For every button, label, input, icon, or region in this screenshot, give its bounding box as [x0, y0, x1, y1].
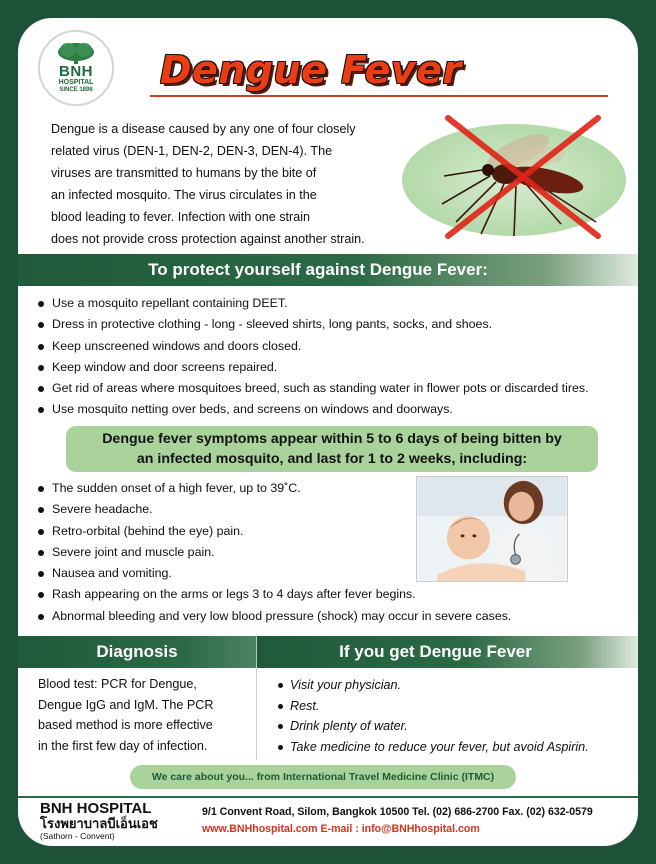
list-item: Severe joint and muscle pain.	[38, 542, 511, 563]
diagnosis-line: based method is more effective	[38, 718, 213, 733]
list-item: The sudden onset of a high fever, up to 39˚C.	[38, 478, 511, 499]
footer-thai-name: โรงพยาบาลบีเอ็นเอช	[40, 816, 158, 831]
intro-line: viruses are transmitted to humans by the bite of	[51, 166, 317, 180]
list-item: Drink plenty of water.	[278, 716, 589, 737]
care-banner: We care about you... from International Travel Medicine Clinic (ITMC)	[130, 765, 516, 789]
list-item: Take medicine to reduce your fever, but avoid Aspirin.	[278, 737, 589, 758]
list-item: Use a mosquito repellant containing DEET.	[38, 293, 589, 314]
if-you-get-list	[278, 675, 589, 757]
list-item: Rash appearing on the arms or legs 3 to 4 days after fever begins.	[38, 584, 511, 605]
list-item: Get rid of areas where mosquitoes breed, such as standing water in flower pots or discarded tires.	[38, 378, 589, 399]
diagnosis-line: Blood test: PCR for Dengue,	[38, 677, 197, 691]
footer-web-email[interactable]: www.BNHhospital.com E-mail : info@BNHhospital.com	[202, 823, 480, 835]
intro-paragraph	[51, 118, 411, 250]
logo-line1: HOSPITAL	[58, 79, 94, 86]
footer-address: 9/1 Convent Road, Silom, Bangkok 10500 Tel. (02) 686-2700 Fax. (02) 632-0579	[202, 806, 593, 818]
footer-divider	[18, 796, 638, 798]
diagnosis-line: Dengue IgG and IgM. The PCR	[38, 697, 214, 712]
list-item: Retro-orbital (behind the eye) pain.	[38, 521, 511, 542]
hospital-logo	[38, 30, 114, 106]
crossed-mosquito-icon	[386, 112, 632, 242]
symptom-callout	[66, 426, 598, 472]
list-item: Rest.	[278, 696, 589, 717]
list-item: Severe headache.	[38, 499, 511, 520]
logo-mark: BNH	[59, 63, 93, 80]
list-item: Keep unscreened windows and doors closed.	[38, 336, 589, 357]
title-divider	[150, 95, 608, 97]
if-you-get-heading: If you get Dengue Fever	[256, 636, 638, 668]
intro-line: Dengue is a disease caused by any one of four closely	[51, 122, 356, 136]
list-item: Visit your physician.	[278, 675, 589, 696]
list-item: Dress in protective clothing - long - sleeved shirts, long pants, socks, and shoes.	[38, 314, 589, 335]
intro-line: related virus (DEN-1, DEN-2, DEN-3, DEN-4). The	[51, 144, 333, 158]
column-divider	[256, 668, 257, 760]
diagnosis-text	[38, 674, 240, 756]
footer-branch: (Sathorn - Convent)	[40, 831, 115, 841]
protect-list	[38, 293, 589, 421]
symptom-callout-line: Dengue fever symptoms appear within 5 to 6 days of being bitten by	[102, 431, 562, 447]
list-item: Use mosquito netting over beds, and screens on windows and doorways.	[38, 399, 589, 420]
tree-icon	[56, 42, 96, 64]
protect-heading: To protect yourself against Dengue Fever:	[18, 254, 638, 286]
list-item: Keep window and door screens repaired.	[38, 357, 589, 378]
diagnosis-heading: Diagnosis	[18, 636, 256, 668]
doctor-child-photo	[416, 476, 568, 582]
list-item: Abnormal bleeding and very low blood pressure (shock) may occur in severe cases.	[38, 606, 511, 627]
diagnosis-line: in the first few day of infection.	[38, 738, 208, 753]
footer-hospital-name: BNH HOSPITAL	[40, 800, 152, 817]
page-title: Dengue Fever	[160, 48, 462, 92]
symptom-callout-line: an infected mosquito, and last for 1 to 2 weeks, including:	[136, 451, 528, 467]
logo-line2: SINCE 1898	[59, 87, 93, 93]
list-item: Nausea and vomiting.	[38, 563, 511, 584]
intro-line: blood leading to fever. Infection with one strain	[51, 210, 311, 224]
intro-line: does not provide cross protection against another strain.	[51, 232, 365, 246]
intro-line: an infected mosquito. The virus circulates in the	[51, 188, 317, 202]
flyer-card	[18, 18, 638, 846]
